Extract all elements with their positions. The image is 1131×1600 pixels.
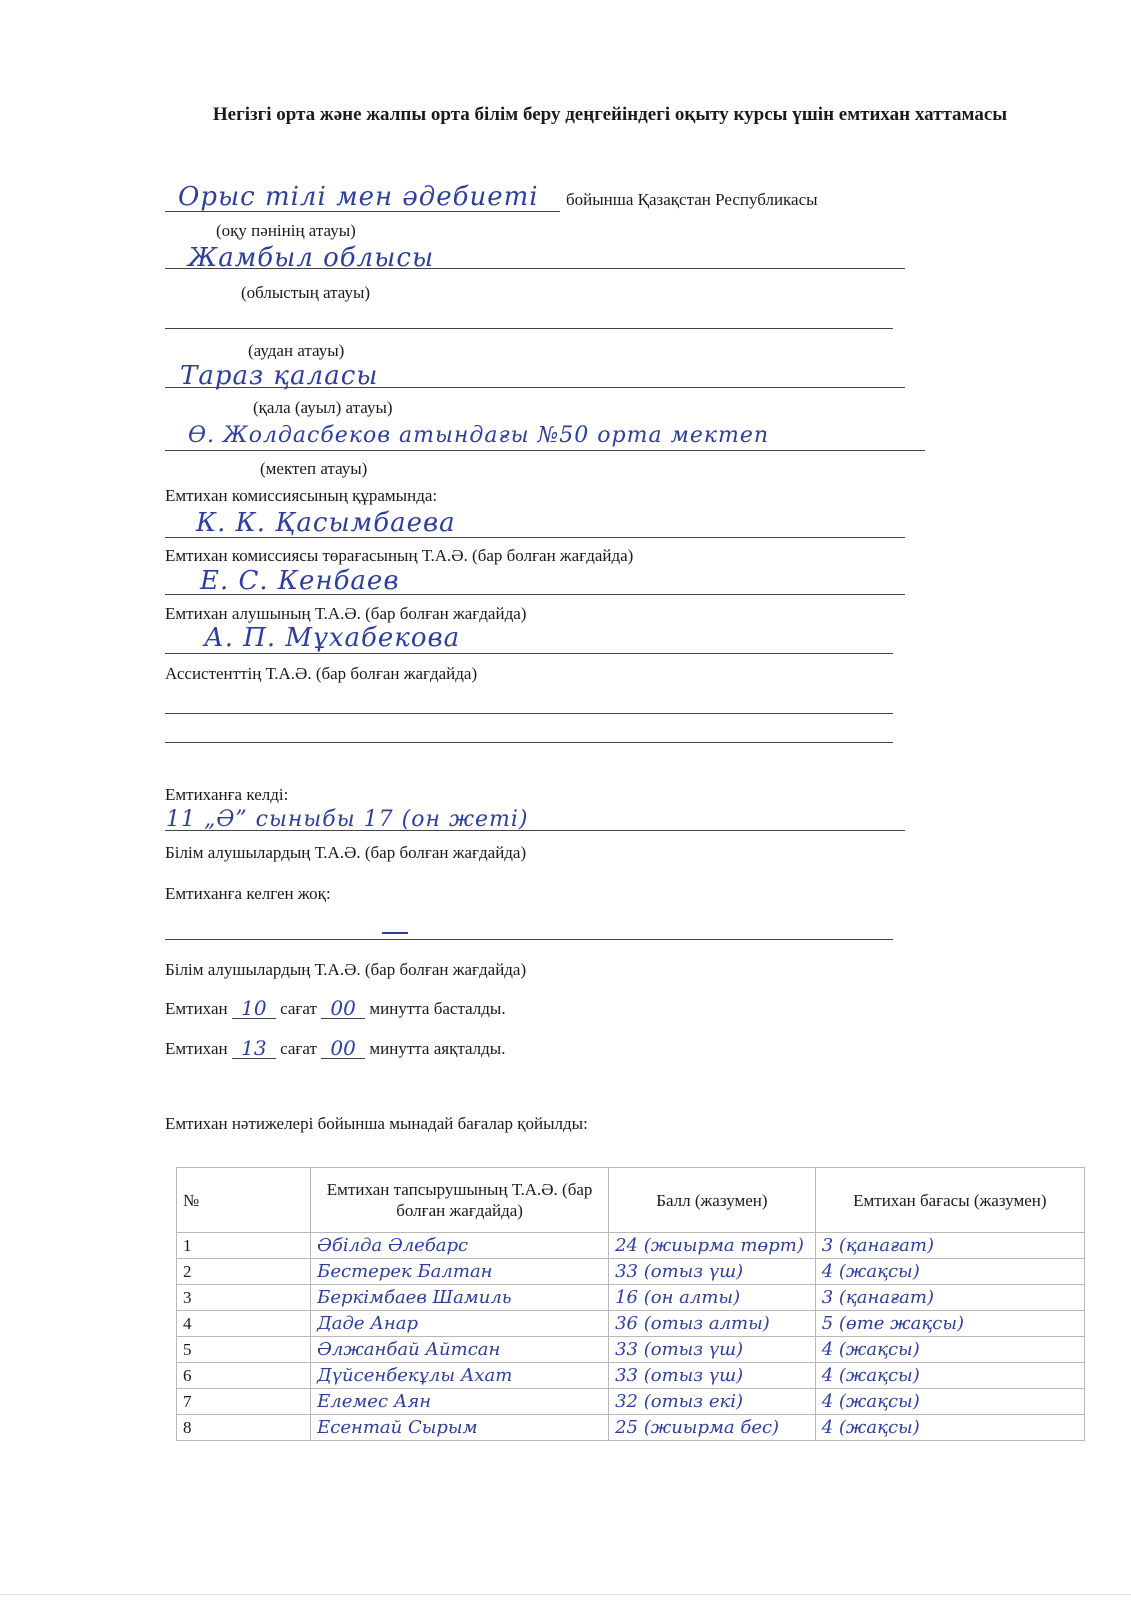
- region-handwritten: Жамбыл облысы: [188, 243, 435, 273]
- row-number: 7: [177, 1389, 311, 1415]
- student-name: Әлжанбай Айтсан: [311, 1337, 609, 1363]
- student-grade: 4 (жақсы): [815, 1363, 1084, 1389]
- row-number: 5: [177, 1337, 311, 1363]
- came-students-caption: Білім алушылардың Т.А.Ә. (бар болған жағдайда): [165, 843, 527, 862]
- student-name: Даде Анар: [311, 1311, 609, 1337]
- table-row: [177, 1285, 1085, 1311]
- start-hour-value: 10: [232, 998, 276, 1019]
- region-caption: (облыстың атауы): [241, 283, 371, 302]
- absent-label: Емтиханға келген жоқ:: [165, 884, 331, 903]
- table-row: [177, 1311, 1085, 1337]
- results-table: [176, 1167, 1085, 1441]
- subject-handwritten: Орыс тілі мен әдебиеті: [178, 182, 539, 212]
- assistant-line-1: [165, 713, 893, 714]
- end-hour-word: сағат: [280, 1039, 317, 1058]
- assistant-line-2: [165, 742, 893, 743]
- row-number: 6: [177, 1363, 311, 1389]
- row-number: 1: [177, 1233, 311, 1259]
- page-bottom-edge: [0, 1594, 1131, 1595]
- start-minute-value: 00: [321, 998, 365, 1019]
- came-line: [165, 830, 905, 831]
- region-line: [165, 268, 905, 269]
- student-name: Есентай Сырым: [311, 1415, 609, 1441]
- end-exam-word: Емтихан: [165, 1039, 228, 1058]
- table-row: [177, 1233, 1085, 1259]
- school-caption: (мектеп атауы): [260, 459, 368, 478]
- student-grade: 5 (өте жақсы): [815, 1311, 1084, 1337]
- examiner-line: [165, 653, 893, 654]
- school-handwritten: Ө. Жолдасбеков атындағы №50 орта мектеп: [188, 423, 770, 448]
- start-hour-word: сағат: [280, 999, 317, 1018]
- end-hour-value: 13: [232, 1038, 276, 1059]
- col-header-score: Балл (жазумен): [609, 1168, 816, 1233]
- end-time-row: [165, 1038, 505, 1059]
- commission-member-line: [165, 537, 905, 538]
- city-handwritten: Тараз қаласы: [180, 361, 379, 391]
- examiner-label: Емтихан алушының Т.А.Ә. (бар болған жағдайда): [165, 604, 527, 623]
- commission-label: Емтихан комиссиясының құрамында:: [165, 486, 438, 505]
- document-title: Негізгі орта және жалпы орта білім беру деңгейіндегі оқыту курсы үшін емтихан хаттамасы: [212, 104, 1008, 125]
- absent-line: [165, 939, 893, 940]
- table-row: [177, 1259, 1085, 1285]
- commission-member-handwritten: К. К. Қасымбаева: [196, 508, 456, 538]
- subject-caption: (оқу пәнінің атауы): [216, 221, 356, 240]
- col-header-name: Емтихан тапсырушының Т.А.Ә. (бар болған жағдайда): [311, 1168, 609, 1233]
- student-grade: 4 (жақсы): [815, 1415, 1084, 1441]
- chair-handwritten: Е. С. Кенбаев: [200, 566, 400, 596]
- assistant-label: Ассистенттің Т.А.Ә. (бар болған жағдайда): [165, 664, 478, 683]
- student-name: Беркімбаев Шамиль: [311, 1285, 609, 1311]
- table-row: [177, 1363, 1085, 1389]
- student-name: Дүйсенбекұлы Ахат: [311, 1363, 609, 1389]
- end-suffix: минутта аяқталды.: [369, 1039, 506, 1058]
- student-score: 16 (он алты): [609, 1285, 816, 1311]
- student-grade: 4 (жақсы): [815, 1259, 1084, 1285]
- student-grade: 4 (жақсы): [815, 1337, 1084, 1363]
- student-score: 33 (отыз үш): [609, 1363, 816, 1389]
- row-number: 8: [177, 1415, 311, 1441]
- city-line: [165, 387, 905, 388]
- student-score: 25 (жиырма бес): [609, 1415, 816, 1441]
- chair-label: Емтихан комиссиясы төрағасының Т.А.Ә. (бар болған жағдайда): [165, 546, 634, 565]
- student-score: 24 (жиырма төрт): [609, 1233, 816, 1259]
- subject-line: [165, 211, 560, 212]
- start-exam-word: Емтихан: [165, 999, 228, 1018]
- results-label: Емтихан нәтижелері бойынша мынадай бағалар қойылды:: [165, 1114, 588, 1133]
- absent-dash-mark: [382, 932, 408, 934]
- city-caption: (қала (ауыл) атауы): [253, 398, 393, 417]
- end-minute-value: 00: [321, 1038, 365, 1059]
- start-suffix: минутта басталды.: [369, 999, 506, 1018]
- student-name: Бестерек Балтан: [311, 1259, 609, 1285]
- table-row: [177, 1337, 1085, 1363]
- table-row: [177, 1415, 1085, 1441]
- subject-suffix: бойынша Қазақстан Республикасы: [566, 190, 818, 209]
- student-score: 33 (отыз үш): [609, 1259, 816, 1285]
- row-number: 4: [177, 1311, 311, 1337]
- row-number: 3: [177, 1285, 311, 1311]
- examiner-handwritten: А. П. Мұхабекова: [204, 623, 461, 653]
- district-line: [165, 328, 893, 329]
- col-header-grade: Емтихан бағасы (жазумен): [815, 1168, 1084, 1233]
- district-caption: (аудан атауы): [248, 341, 345, 360]
- start-time-row: [165, 998, 506, 1019]
- row-number: 2: [177, 1259, 311, 1285]
- student-grade: 3 (қанағат): [815, 1233, 1084, 1259]
- student-score: 36 (отыз алты): [609, 1311, 816, 1337]
- chair-line: [165, 594, 905, 595]
- student-grade: 4 (жақсы): [815, 1389, 1084, 1415]
- student-grade: 3 (қанағат): [815, 1285, 1084, 1311]
- student-name: Елемес Аян: [311, 1389, 609, 1415]
- col-header-number: №: [177, 1168, 311, 1233]
- student-name: Әбілда Әлебарс: [311, 1233, 609, 1259]
- school-line: [165, 450, 925, 451]
- came-label: Емтиханға келді:: [165, 785, 289, 804]
- absent-students-caption: Білім алушылардың Т.А.Ә. (бар болған жағдайда): [165, 960, 527, 979]
- student-score: 33 (отыз үш): [609, 1337, 816, 1363]
- student-score: 32 (отыз екі): [609, 1389, 816, 1415]
- came-handwritten: 11 „Ә” сыныбы 17 (он жеті): [166, 807, 529, 832]
- table-row: [177, 1389, 1085, 1415]
- results-header-row: [177, 1168, 1085, 1233]
